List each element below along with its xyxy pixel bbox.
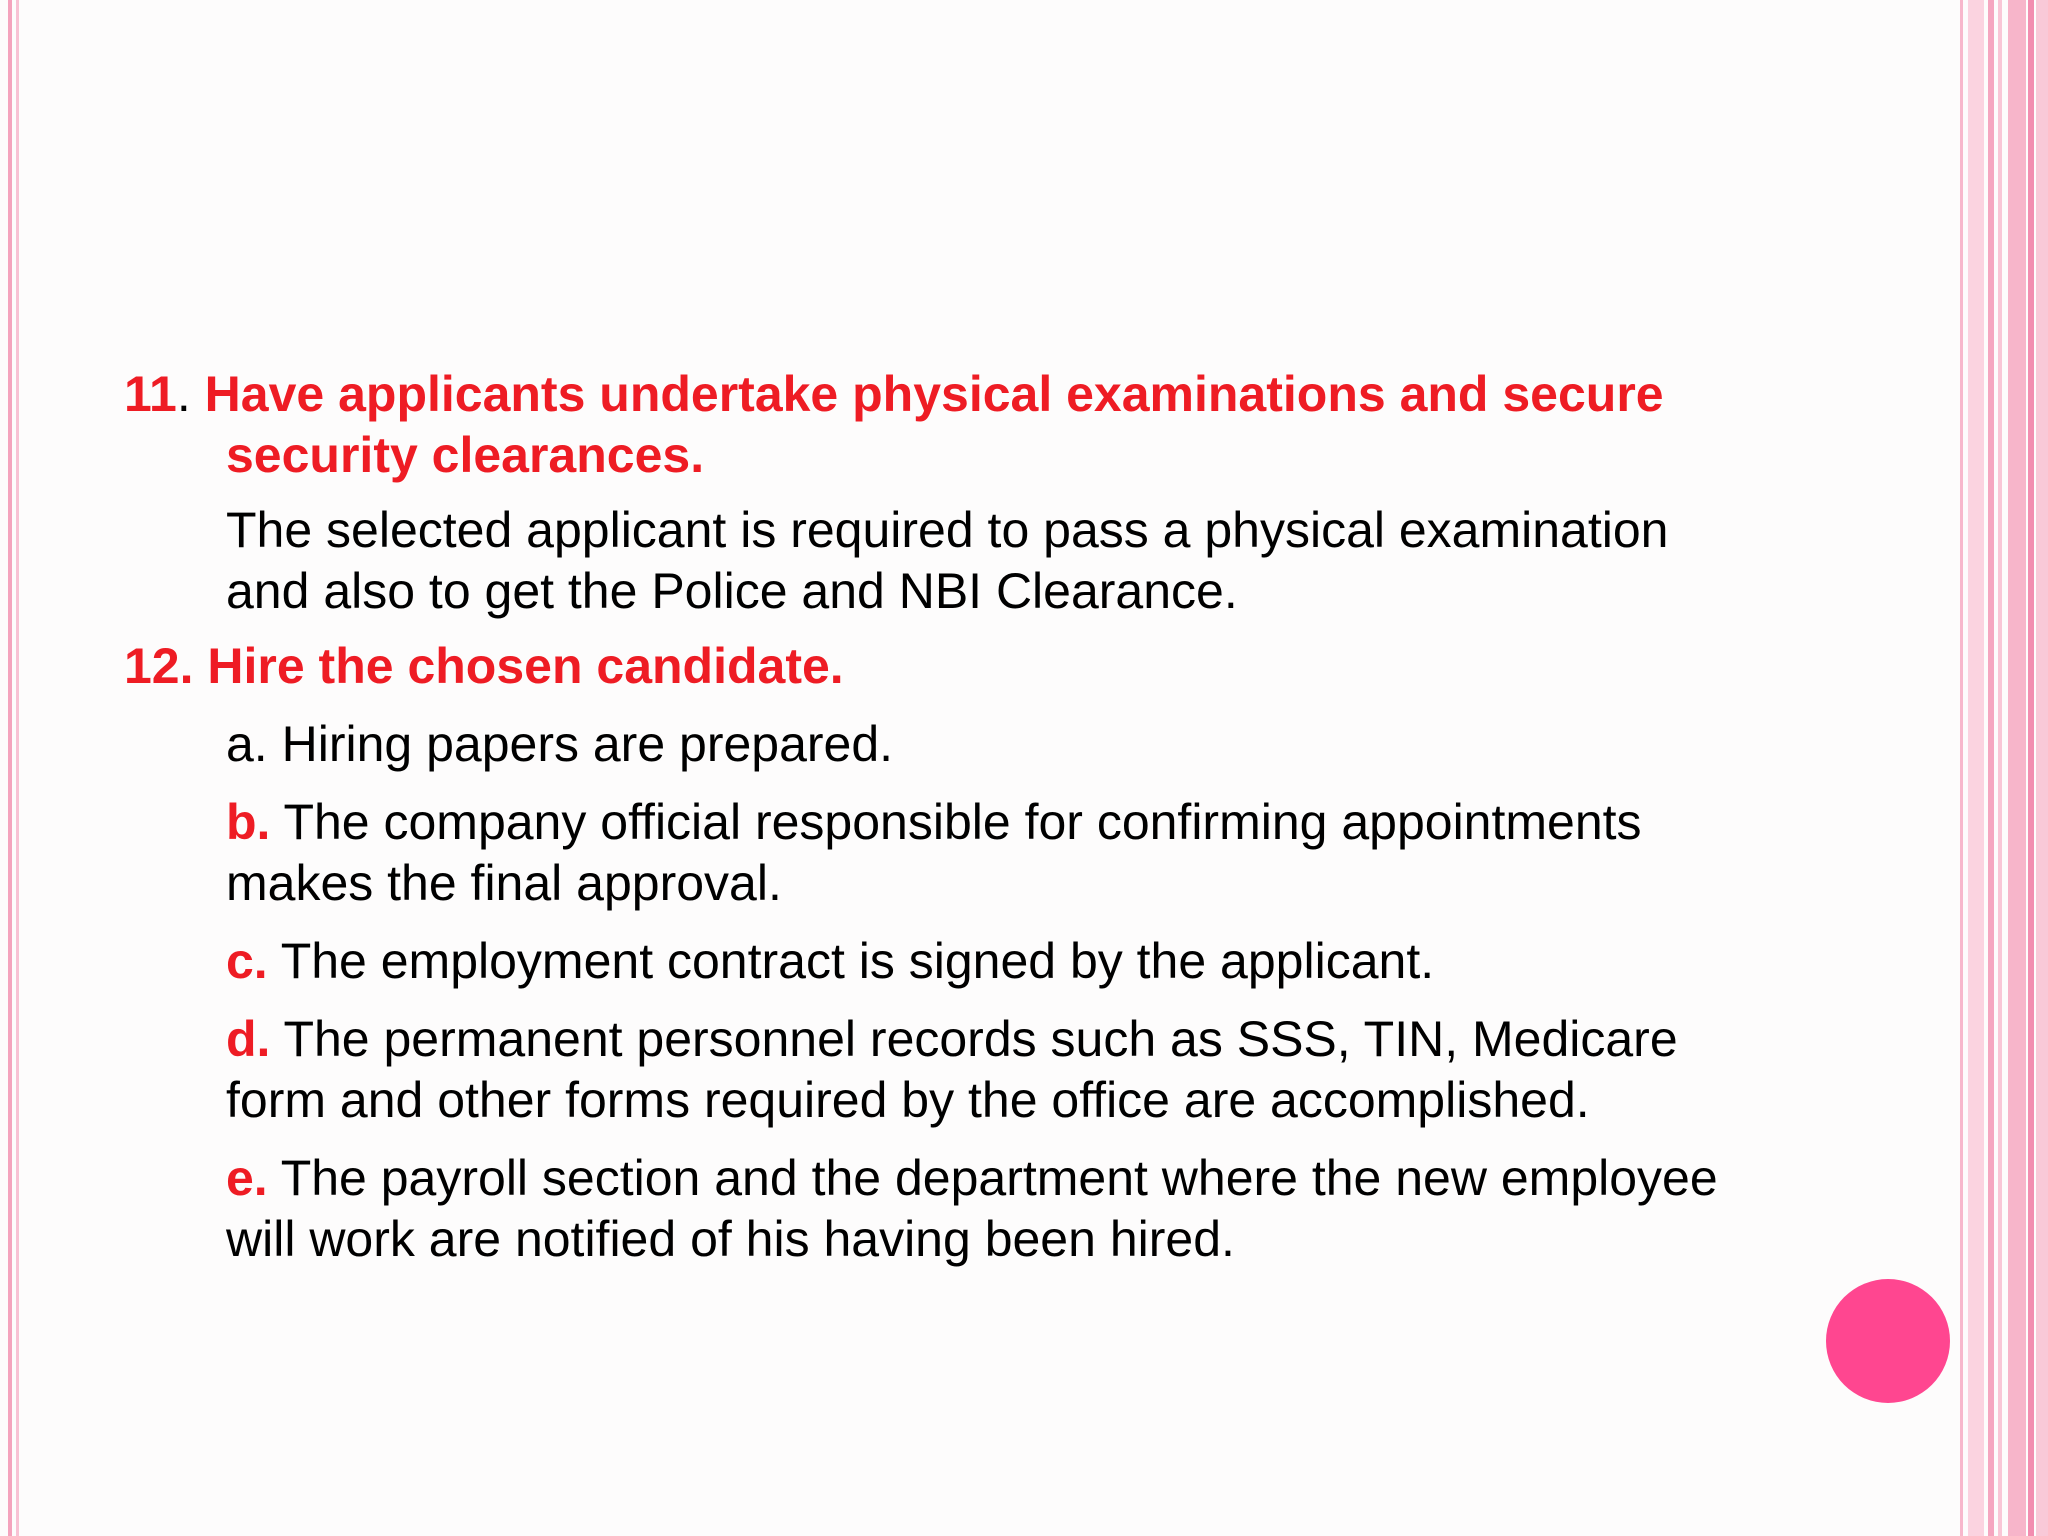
decorative-pink-circle: [1826, 1279, 1950, 1403]
subitem-c-text: The employment contract is signed by the applicant.: [280, 933, 1435, 989]
subitem-b: [124, 792, 1724, 914]
right-border-stripe: [1988, 0, 1994, 1536]
item-12-heading: 12. Hire the chosen candidate.: [124, 638, 844, 694]
item-11-punct: .: [176, 366, 191, 422]
item-11-heading: [124, 364, 1724, 486]
subitem-d-marker: d.: [226, 1011, 271, 1067]
subitem-a: [124, 714, 1724, 775]
subitem-a-text: Hiring papers are prepared.: [281, 716, 894, 772]
item-11-title: Have applicants undertake physical examinations and secure security clearances.: [204, 366, 1664, 483]
right-border-stripe: [1998, 0, 2002, 1536]
right-border-stripe: [1968, 0, 1984, 1536]
right-border-stripe: [2036, 0, 2048, 1536]
right-border-stripe: [1960, 0, 1963, 1536]
subitem-e-text: The payroll section and the department where the new employee will work are notified of his having been hired.: [226, 1150, 1718, 1267]
left-border-line: [16, 0, 19, 1536]
subitem-c-marker: c.: [226, 933, 268, 989]
left-border-line: [8, 0, 12, 1536]
subitem-b-marker: b.: [226, 794, 271, 850]
subitem-c: [124, 931, 1724, 992]
subitem-d: [124, 1009, 1724, 1131]
subitem-a-marker: a.: [226, 716, 268, 772]
right-border-stripe: [2028, 0, 2034, 1536]
subitem-b-text: The company official responsible for confirming appointments makes the final approval.: [226, 794, 1642, 911]
item-11-number: 11: [124, 366, 177, 422]
subitem-e-marker: e.: [226, 1150, 268, 1206]
right-border-stripe: [2008, 0, 2026, 1536]
item-11-body: The selected applicant is required to pass a physical examination and also to get the Police and NBI Clearance.: [226, 502, 1669, 619]
subitem-e: [124, 1148, 1724, 1270]
slide-body: [124, 364, 1724, 1270]
subitem-d-text: The permanent personnel records such as SSS, TIN, Medicare form and other forms required by the office are accomplished.: [226, 1011, 1678, 1128]
